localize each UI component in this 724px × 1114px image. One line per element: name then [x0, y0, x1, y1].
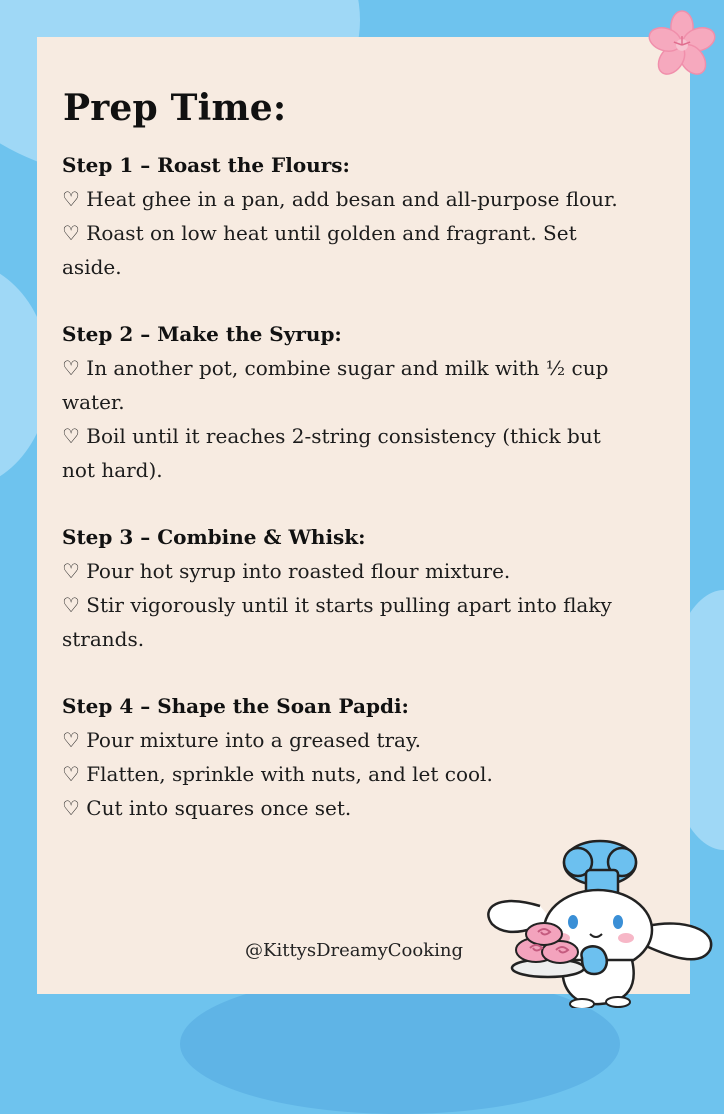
step-line: ♡ Stir vigorously until it starts pulling apart into flaky	[62, 593, 612, 617]
step-title: Step 4 – Shape the Soan Papdi:	[62, 694, 409, 718]
step-3	[62, 520, 662, 656]
step-line: ♡ Flatten, sprinkle with nuts, and let cool.	[62, 762, 493, 786]
step-2	[62, 317, 662, 487]
step-line: ♡ Roast on low heat until golden and fragrant. Set	[62, 221, 577, 245]
step-line: ♡ Cut into squares once set.	[62, 796, 352, 820]
step-1	[62, 148, 662, 284]
step-line: ♡ Pour mixture into a greased tray.	[62, 728, 421, 752]
step-line: aside.	[62, 255, 122, 279]
step-line: ♡ In another pot, combine sugar and milk with ½ cup	[62, 356, 609, 380]
step-line: not hard).	[62, 458, 163, 482]
step-line: ♡ Boil until it reaches 2-string consistency (thick but	[62, 424, 601, 448]
step-line: strands.	[62, 627, 145, 651]
cherry-blossom-icon	[645, 8, 719, 82]
social-handle: @KittysDreamyCooking	[245, 940, 463, 961]
step-title: Step 2 – Make the Syrup:	[62, 322, 342, 346]
page-title: Prep Time:	[63, 87, 287, 129]
step-line: ♡ Pour hot syrup into roasted flour mixture.	[62, 559, 511, 583]
steps-list	[62, 148, 662, 858]
step-title: Step 3 – Combine & Whisk:	[62, 525, 366, 549]
step-4	[62, 689, 662, 825]
step-title: Step 1 – Roast the Flours:	[62, 153, 350, 177]
chef-mascot-illustration	[478, 838, 722, 1008]
step-line: water.	[62, 390, 125, 414]
step-line: ♡ Heat ghee in a pan, add besan and all-purpose flour.	[62, 187, 618, 211]
